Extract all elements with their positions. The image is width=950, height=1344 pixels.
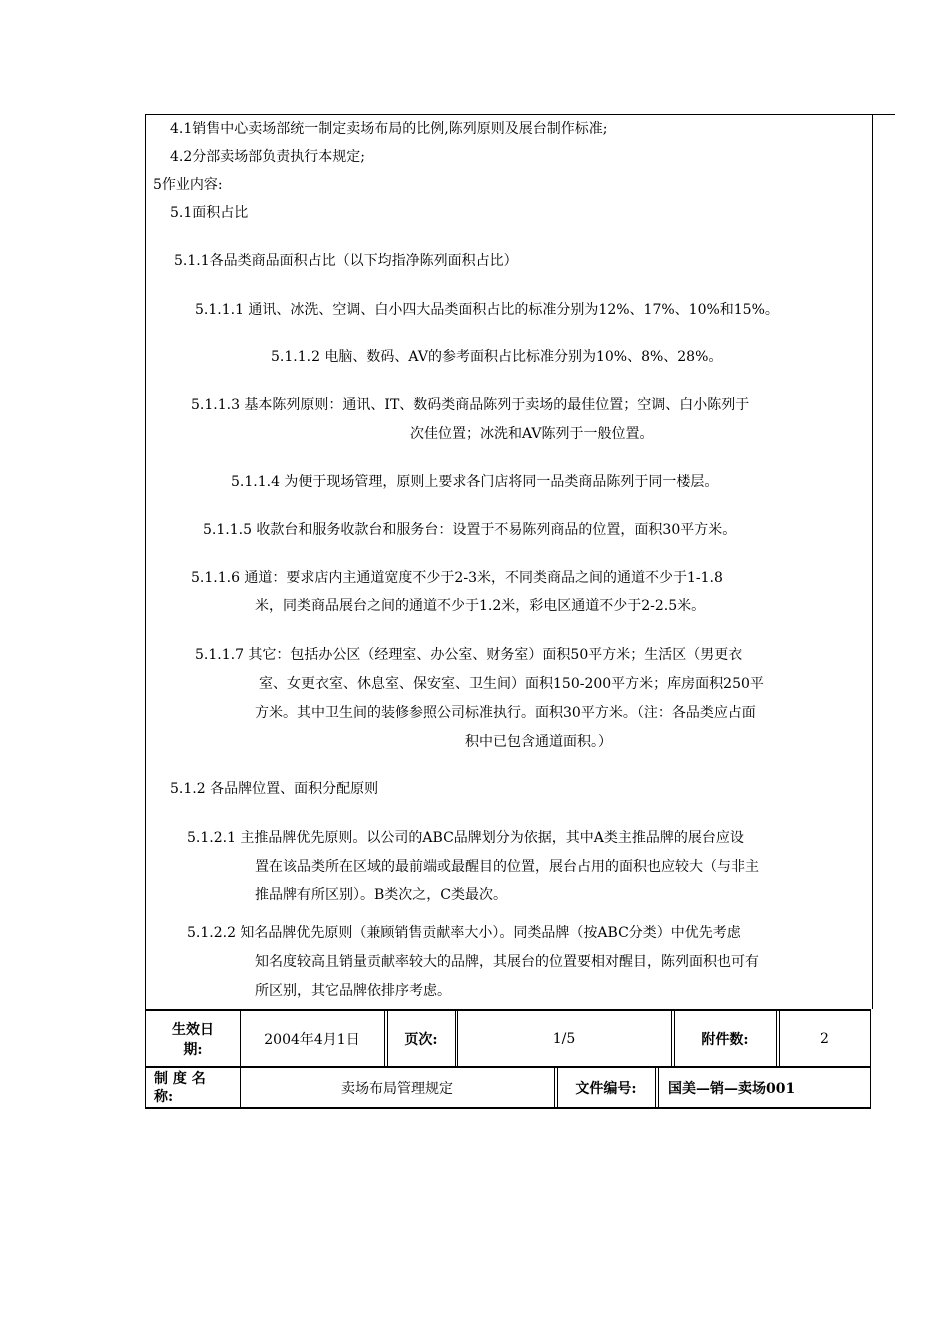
- doc-name-value: 卖场布局管理规定: [341, 1080, 453, 1097]
- text-line: 5.1.2.1 主推品牌优先原则。以公司的ABC品牌划分为依据，其中A类主推品牌的展台应设: [187, 830, 744, 846]
- cell-divider: [671, 1011, 672, 1066]
- text-line: 积中已包含通道面积。）: [465, 734, 612, 750]
- effective-date-label-line1: 生效日: [172, 1021, 214, 1038]
- cell-divider: [776, 1011, 777, 1066]
- text-line: 4.2分部卖场部负责执行本规定;: [170, 149, 365, 165]
- doc-name-label: [146, 1068, 240, 1107]
- effective-date-label: [146, 1011, 240, 1066]
- footer-row-dates: [145, 1009, 871, 1067]
- text-line: 5.1.1.2 电脑、数码、AV的参考面积占比标准分别为10%、8%、28%。: [271, 349, 723, 365]
- text-line: 推品牌有所区别）。B类次之，C类最次。: [255, 887, 507, 903]
- text-line: 5.1面积占比: [170, 205, 249, 221]
- attachments-label: 附件数:: [701, 1031, 749, 1048]
- file-no-label: 文件编号:: [575, 1080, 637, 1097]
- text-line: 5.1.1.4 为便于现场管理，原则上要求各门店将同一品类商品陈列于同一楼层。: [231, 474, 719, 490]
- text-line: 知名度较高且销量贡献率较大的品牌，其展台的位置要相对醒目，陈列面积也可有: [255, 954, 759, 970]
- text-line: 5.1.1各品类商品面积占比（以下均指净陈列面积占比）: [174, 253, 518, 269]
- cell-divider: [384, 1011, 385, 1066]
- text-line: 置在该品类所在区域的最前端或最醒目的位置，展台占用的面积也应较大（与非主: [255, 859, 759, 875]
- footer-row-doc: [145, 1067, 871, 1109]
- doc-name-label-line1: 制 度 名: [154, 1070, 206, 1087]
- text-line: 5.1.1.5 收款台和服务收款台和服务台：设置于不易陈列商品的位置，面积30平方米。: [203, 522, 737, 538]
- text-line: 5.1.2.2 知名品牌优先原则（兼顾销售贡献率大小）。同类品牌（按ABC分类）中优先考虑: [187, 925, 741, 941]
- cell-divider: [655, 1068, 656, 1107]
- attachments-value: 2: [820, 1030, 829, 1047]
- text-line: 5.1.1.1 通讯、冰洗、空调、白小四大品类面积占比的标准分别为12%、17%、10%和15%。: [195, 302, 779, 318]
- text-line: 5作业内容:: [153, 177, 223, 193]
- effective-date-value: 2004年4月1日: [264, 1031, 360, 1048]
- text-line: 5.1.1.3 基本陈列原则：通讯、IT、数码类商品陈列于卖场的最佳位置；空调、白小陈列于: [191, 397, 750, 413]
- cell-divider: [554, 1068, 555, 1107]
- page-value: 1/5: [552, 1030, 576, 1047]
- effective-date-label-line2: 期:: [183, 1041, 203, 1058]
- text-line: 5.1.1.6 通道：要求店内主通道宽度不少于2-3米，不同类商品之间的通道不少于1-1.8: [191, 570, 723, 586]
- doc-name-label-line2: 称:: [154, 1088, 174, 1105]
- text-line: 所区别，其它品牌依排序考虑。: [255, 983, 451, 999]
- text-line: 4.1销售中心卖场部统一制定卖场布局的比例,陈列原则及展台制作标准;: [170, 121, 608, 137]
- text-line: 方米。其中卫生间的装修参照公司标准执行。面积30平方米。（注：各品类应占面: [255, 705, 756, 721]
- text-line: 5.1.2 各品牌位置、面积分配原则: [170, 781, 379, 797]
- text-line: 米，同类商品展台之间的通道不少于1.2米，彩电区通道不少于2-2.5米。: [255, 598, 706, 614]
- file-no-value: 国美—销—卖场001: [668, 1080, 796, 1097]
- page-label: 页次:: [404, 1031, 438, 1048]
- text-line: 室、女更衣室、休息室、保安室、卫生间）面积150-200平方米；库房面积250平: [259, 676, 764, 692]
- text-line: 次佳位置；冰洗和AV陈列于一般位置。: [410, 426, 654, 442]
- text-line: 5.1.1.7 其它：包括办公区（经理室、办公室、财务室）面积50平方米；生活区（男更衣: [195, 647, 743, 663]
- cell-divider: [455, 1011, 456, 1066]
